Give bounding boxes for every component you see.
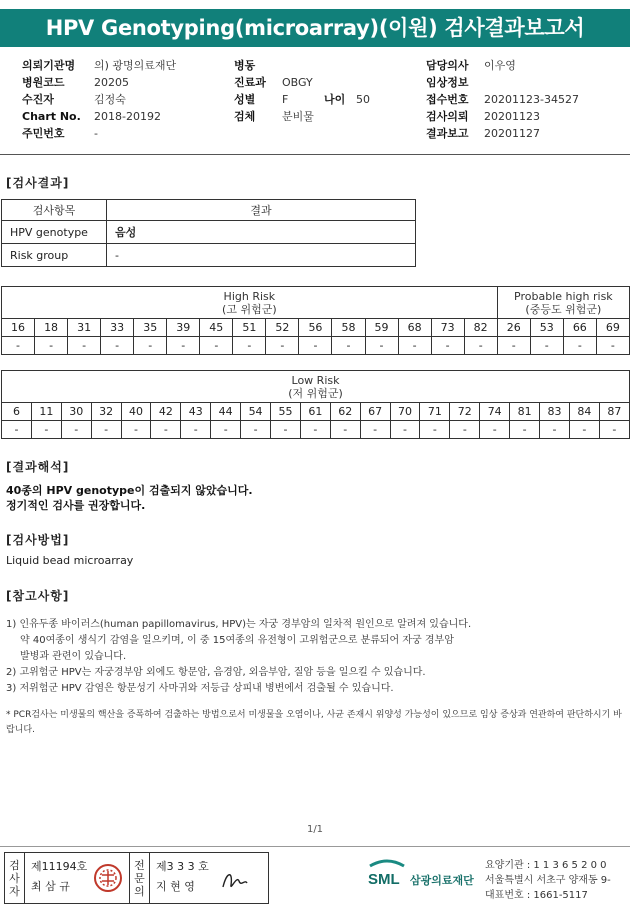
info-value [484, 74, 604, 91]
genotype-result: - [540, 421, 570, 439]
info-label: 결과보고 [426, 127, 469, 140]
genotype-result: - [599, 421, 629, 439]
genotype-label: 16 [2, 319, 35, 337]
info-label [234, 125, 282, 142]
genotype-label: 68 [398, 319, 431, 337]
high-risk-sublabel: (고 위험군) [222, 302, 277, 316]
genotype-label: 73 [431, 319, 464, 337]
info-value: 의) 광명의료재단 [94, 59, 177, 72]
info-value: 20201127 [484, 127, 540, 140]
info-label: 진료과 [234, 76, 266, 89]
genotype-result: - [68, 337, 101, 355]
examiner-signature [25, 853, 130, 903]
genotype-result: - [101, 337, 134, 355]
info-label [324, 108, 356, 125]
info-row [22, 57, 622, 74]
org-code: 요양기관 : 1 1 3 6 5 2 0 0 [485, 860, 607, 871]
info-label: Chart No. [22, 110, 81, 123]
low-risk-label: Low Risk [291, 373, 340, 387]
interpretation-line: 정기적인 검사를 권장합니다. [6, 499, 146, 512]
info-value: 분비물 [282, 110, 314, 123]
info-value: 50 [356, 93, 370, 106]
examiner-license: 제11194호 [31, 860, 88, 873]
genotype-result: - [181, 421, 211, 439]
genotype-label: 18 [35, 319, 68, 337]
info-value: - [94, 127, 98, 140]
info-label: 성별 [234, 93, 256, 106]
genotype-result: - [271, 421, 301, 439]
note-line: 발병과 관련이 있습니다. [20, 651, 127, 662]
section-reference: [참고사항] [6, 589, 70, 603]
method-text: Liquid bead microarray [6, 554, 134, 567]
note-line: 2) 고위험군 HPV는 자궁경부암 외에도 항문암, 음경암, 외음부암, 질암 등을 일으킬 수 있습니다. [6, 667, 426, 678]
genotype-label: 84 [569, 403, 599, 421]
footer-divider [0, 846, 630, 847]
genotype-label: 58 [332, 319, 365, 337]
genotype-result: - [61, 421, 91, 439]
info-label: 검사의뢰 [426, 110, 469, 123]
genotype-result: - [233, 337, 266, 355]
table-row [2, 221, 416, 244]
info-label [324, 74, 356, 91]
table-row [2, 244, 416, 267]
signature-box [4, 852, 269, 904]
result-header-item: 검사항목 [2, 200, 107, 221]
note-line: 1) 인유두종 바이러스(human papillomavirus, HPV)는 자궁 경부암의 일차적 원인으로 알려져 있습니다. [6, 619, 472, 630]
genotype-result: - [299, 337, 332, 355]
specialist-signature [150, 853, 255, 903]
table-row [2, 403, 630, 421]
info-value [282, 57, 324, 74]
genotype-label: 26 [497, 319, 530, 337]
low-risk-table [1, 370, 630, 439]
info-value [356, 108, 426, 125]
genotype-result: - [596, 337, 629, 355]
genotype-result: - [300, 421, 330, 439]
genotype-label: 69 [596, 319, 629, 337]
genotype-label: 31 [68, 319, 101, 337]
info-row [22, 125, 622, 142]
genotype-label: 11 [31, 403, 61, 421]
info-label [324, 57, 356, 74]
genotype-label: 61 [300, 403, 330, 421]
table-row [2, 319, 630, 337]
genotype-label: 35 [134, 319, 167, 337]
genotype-result: - [332, 337, 365, 355]
genotype-label: 82 [464, 319, 497, 337]
genotype-result: - [365, 337, 398, 355]
genotype-result: - [2, 421, 32, 439]
genotype-result: - [431, 337, 464, 355]
info-label: 접수번호 [426, 93, 469, 106]
genotype-result: - [134, 337, 167, 355]
info-label: 병원코드 [22, 76, 65, 89]
examiner-label: 검 사 자 [5, 853, 25, 903]
genotype-result: - [241, 421, 271, 439]
genotype-label: 67 [360, 403, 390, 421]
genotype-label: 51 [233, 319, 266, 337]
genotype-result: - [398, 337, 431, 355]
info-value: 20201123 [484, 110, 540, 123]
info-label: 나이 [324, 93, 346, 106]
reference-notes [6, 617, 626, 697]
genotype-label: 56 [299, 319, 332, 337]
genotype-label: 30 [61, 403, 91, 421]
info-value: 20205 [94, 76, 129, 89]
genotype-label: 32 [91, 403, 121, 421]
section-result: [검사결과] [6, 176, 70, 190]
genotype-result: - [450, 421, 480, 439]
info-value: 2018-20192 [94, 110, 161, 123]
genotype-result: - [330, 421, 360, 439]
org-address: 서울특별시 서초구 양재동 9- [485, 875, 611, 886]
genotype-result: - [464, 337, 497, 355]
info-value [282, 125, 324, 142]
probable-risk-header [497, 287, 629, 319]
genotype-label: 66 [563, 319, 596, 337]
info-value: OBGY [282, 76, 313, 89]
genotype-result: - [390, 421, 420, 439]
genotype-result: - [420, 421, 450, 439]
genotype-label: 55 [271, 403, 301, 421]
table-row [2, 337, 630, 355]
genotype-label: 43 [181, 403, 211, 421]
genotype-result: - [35, 337, 68, 355]
high-risk-header [2, 287, 498, 319]
result-value: 음성 [107, 221, 416, 244]
sml-logo-icon [366, 858, 408, 890]
svg-text:SML: SML [368, 871, 400, 888]
genotype-label: 83 [540, 403, 570, 421]
info-label: 병동 [234, 59, 256, 72]
genotype-label: 71 [420, 403, 450, 421]
info-value [356, 74, 426, 91]
signature-scribble-icon [219, 867, 249, 893]
section-interpretation: [결과해석] [6, 460, 70, 474]
genotype-label: 52 [266, 319, 299, 337]
info-row [22, 91, 622, 108]
genotype-result: - [151, 421, 181, 439]
result-value: - [107, 244, 416, 267]
genotype-label: 39 [167, 319, 200, 337]
genotype-label: 87 [599, 403, 629, 421]
genotype-label: 72 [450, 403, 480, 421]
genotype-result: - [510, 421, 540, 439]
genotype-result: - [91, 421, 121, 439]
genotype-result: - [200, 337, 233, 355]
org-phone: 대표번호 : 1661-5117 [485, 890, 588, 901]
genotype-result: - [211, 421, 241, 439]
genotype-result: - [497, 337, 530, 355]
genotype-result: - [569, 421, 599, 439]
genotype-label: 44 [211, 403, 241, 421]
genotype-result: - [167, 337, 200, 355]
genotype-label: 74 [480, 403, 510, 421]
genotype-result: - [360, 421, 390, 439]
note-line: 3) 저위험군 HPV 감염은 항문성기 사마귀와 저등급 상피내 병변에서 검출될 수 있습니다. [6, 683, 394, 694]
info-label: 담당의사 [426, 59, 469, 72]
genotype-label: 59 [365, 319, 398, 337]
info-value: F [282, 93, 289, 106]
genotype-label: 33 [101, 319, 134, 337]
info-row [22, 108, 622, 125]
low-risk-sublabel: (저 위험군) [288, 386, 343, 400]
info-label: 의뢰기관명 [22, 59, 76, 72]
info-label [324, 125, 356, 142]
high-risk-label: High Risk [223, 289, 276, 303]
genotype-label: 70 [390, 403, 420, 421]
result-item: HPV genotype [2, 221, 107, 244]
genotype-result: - [530, 337, 563, 355]
genotype-label: 53 [530, 319, 563, 337]
info-value: 20201123-34527 [484, 93, 579, 106]
genotype-result: - [2, 337, 35, 355]
genotype-result: - [266, 337, 299, 355]
genotype-result: - [480, 421, 510, 439]
genotype-label: 6 [2, 403, 32, 421]
org-name: 삼광의료재단 [410, 874, 474, 887]
table-row [2, 421, 630, 439]
result-header-value: 결과 [107, 200, 416, 221]
info-value [356, 125, 426, 142]
note-line: 약 40여종이 생식기 감염을 일으키며, 이 중 15여종의 유전형이 고위험군으로 분류되어 자궁 경부암 [20, 635, 454, 646]
info-value: 김정숙 [94, 93, 126, 106]
genotype-label: 42 [151, 403, 181, 421]
info-row [22, 74, 622, 91]
specialist-license: 제3 3 3 호 [156, 860, 209, 873]
info-value: 이우영 [484, 59, 516, 72]
info-label: 수진자 [22, 93, 54, 106]
genotype-result: - [121, 421, 151, 439]
org-info [485, 858, 611, 903]
genotype-label: 54 [241, 403, 271, 421]
specialist-label: 전 문 의 [130, 853, 150, 903]
info-label: 검체 [234, 110, 256, 123]
page-number: 1/1 [306, 824, 324, 835]
seal-stamp-icon [93, 863, 123, 893]
specialist-name: 지 현 영 [156, 880, 195, 893]
interpretation-line: 40종의 HPV genotype이 검출되지 않았습니다. [6, 484, 253, 497]
genotype-label: 62 [330, 403, 360, 421]
patient-info [22, 57, 622, 142]
probable-risk-label: Probable high risk [514, 289, 613, 303]
result-table [1, 199, 416, 267]
genotype-label: 81 [510, 403, 540, 421]
pcr-footnote: * PCR검사는 미생물의 핵산을 증폭하여 검출하는 방법으로서 미생물을 오염이나, 사균 존재시 위양성 가능성이 있으므로 임상 증상과 연관하여 판단하시기 바랍니다. [6, 710, 622, 735]
info-label: 주민번호 [22, 127, 65, 140]
probable-risk-sublabel: (중등도 위험군) [525, 302, 602, 316]
interpretation-text [6, 483, 253, 513]
section-method: [검사방법] [6, 533, 70, 547]
divider [0, 154, 630, 155]
genotype-result: - [563, 337, 596, 355]
examiner-name: 최 삼 규 [31, 880, 70, 893]
report-title: HPV Genotyping(microarray)(이원) 검사결과보고서 [0, 9, 630, 47]
genotype-label: 45 [200, 319, 233, 337]
result-item: Risk group [2, 244, 107, 267]
genotype-result: - [31, 421, 61, 439]
low-risk-header [2, 371, 630, 403]
high-risk-table [1, 286, 630, 355]
info-label: 임상정보 [426, 76, 469, 89]
info-value [356, 57, 426, 74]
genotype-label: 40 [121, 403, 151, 421]
